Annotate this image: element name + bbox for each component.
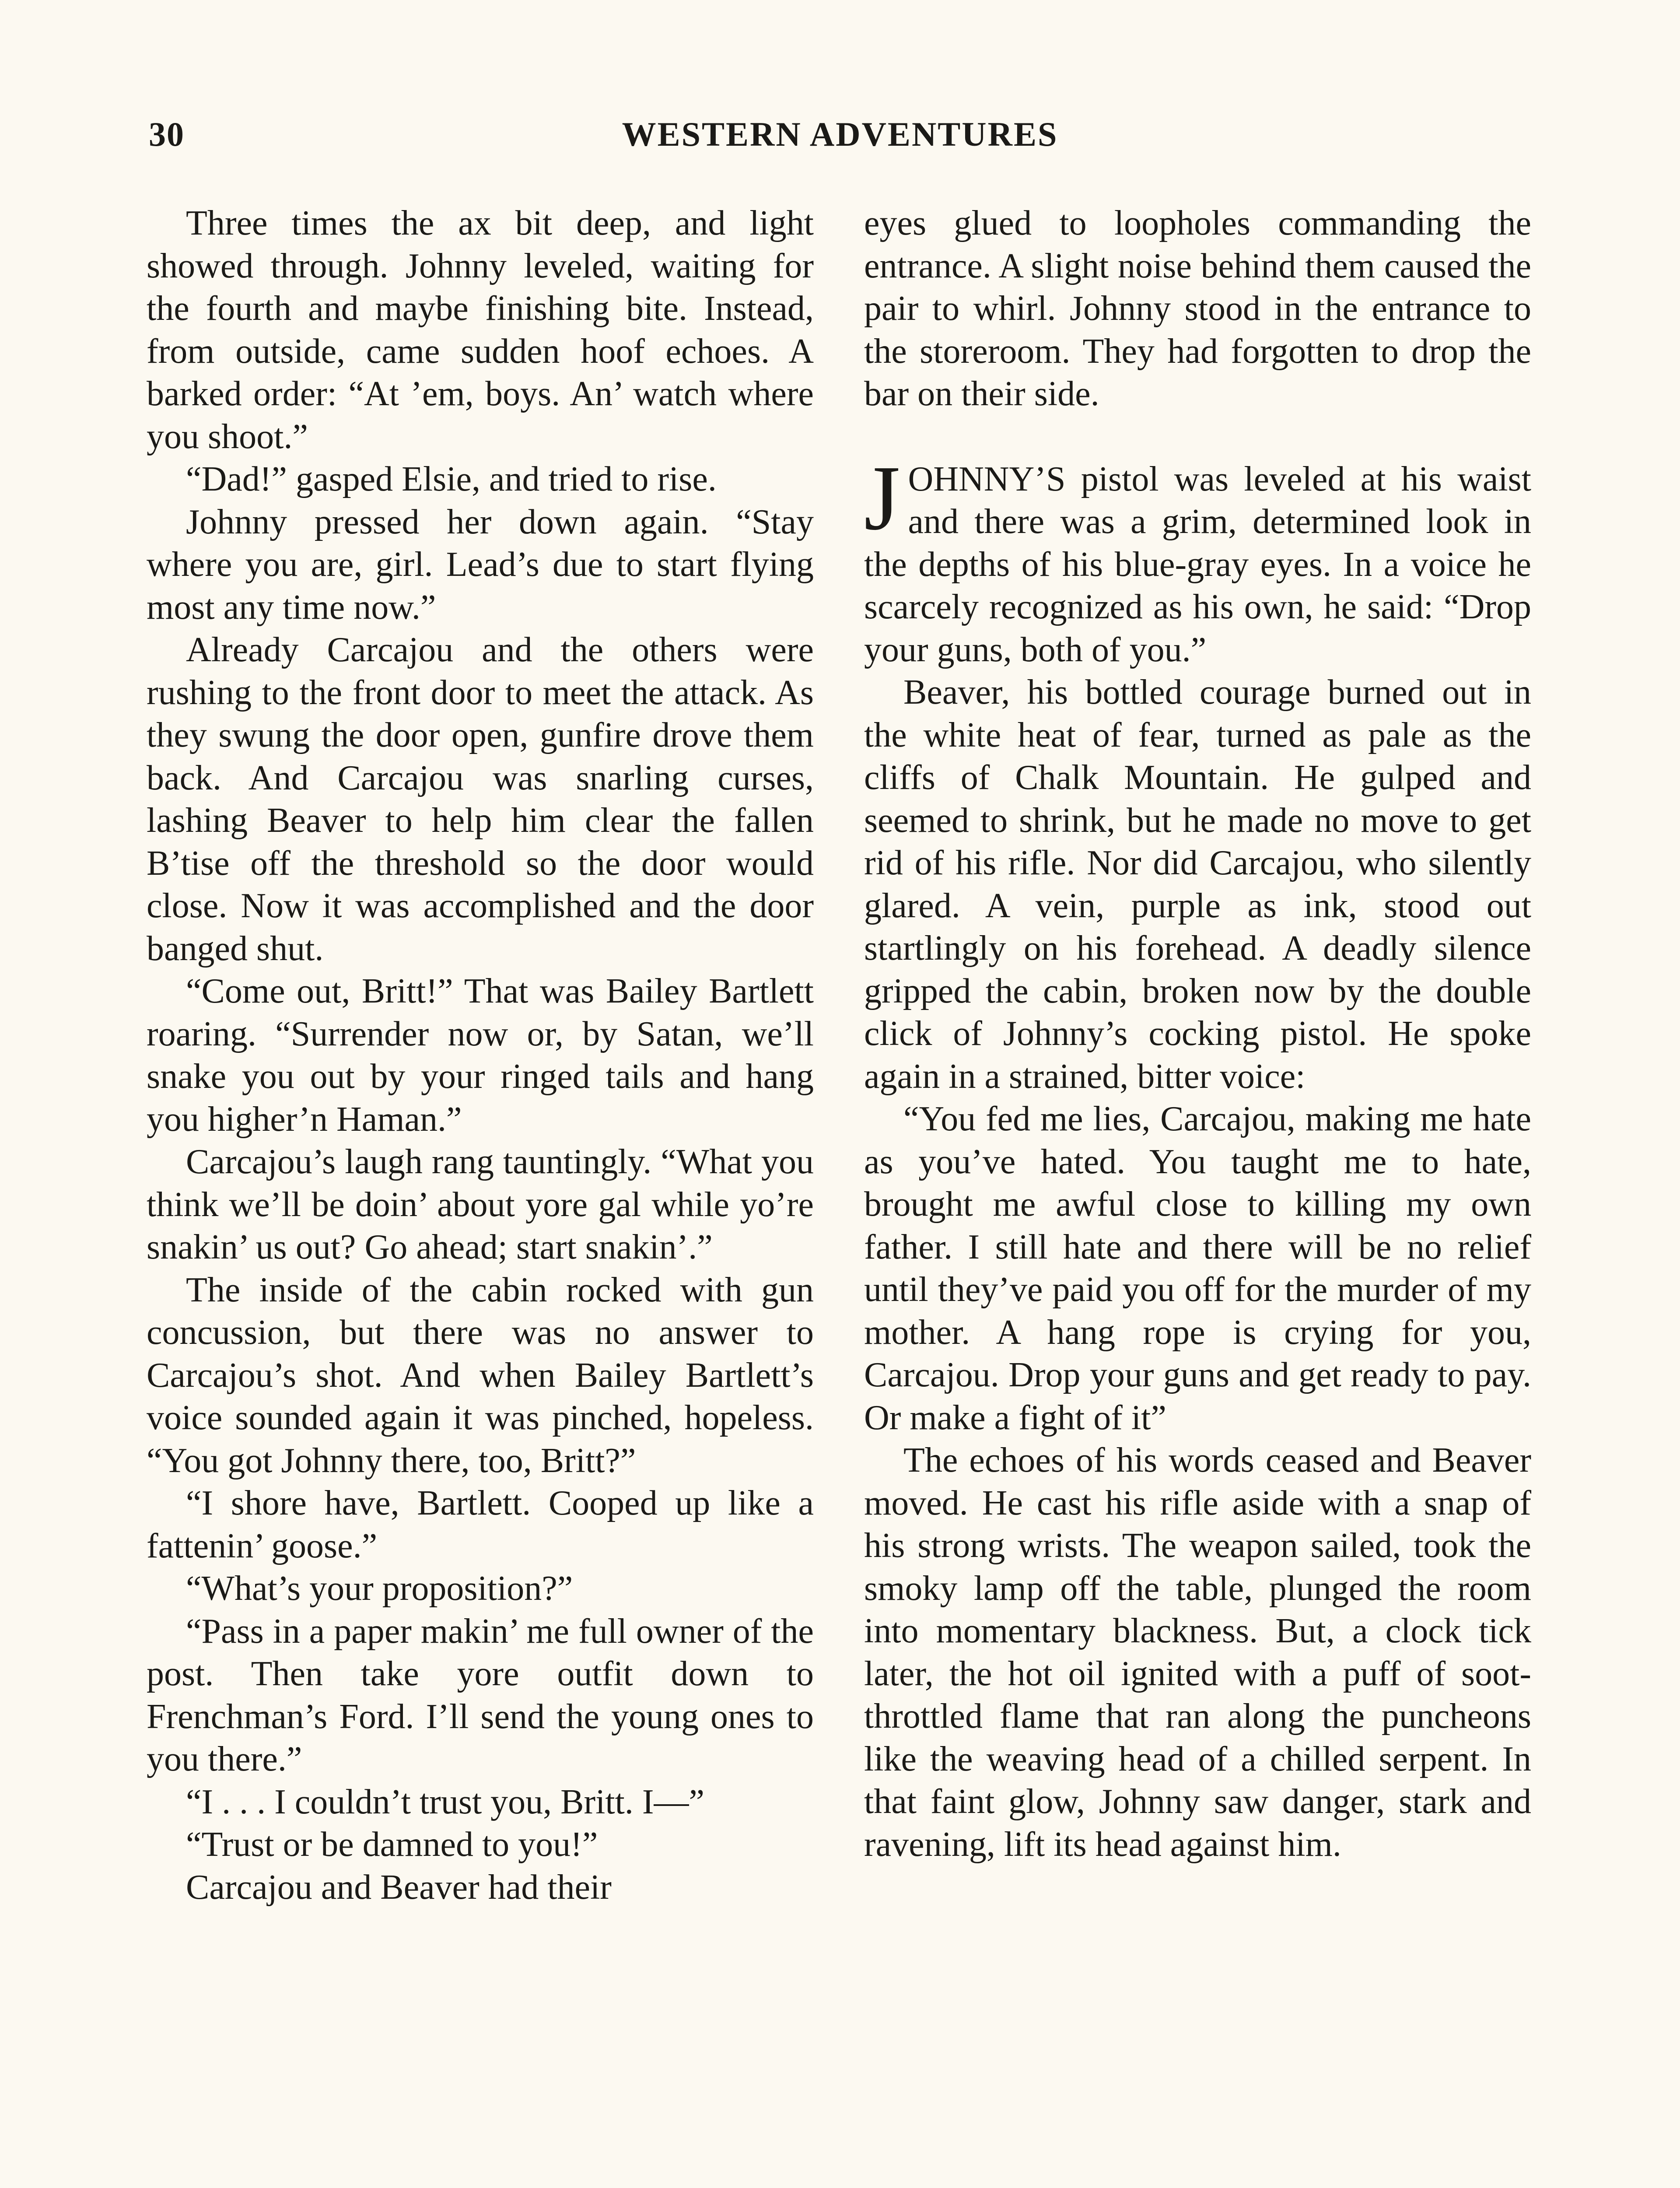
paragraph: Beaver, his bottled courage burned out in the white heat of fear, turned as pale as the cliffs of Chalk Mountain. He gulped and seemed to shrink, but he made no move to get rid of his rifle. Nor did Carcajou, who silently glared. A vein, purple as ink, stood out startlingly on his forehead. A deadly silence gripped the cabin, broken now by the double click of Johnny’s cocking pistol. He spoke again in a strained, bitter voice: (864, 673, 1531, 1096)
paragraph: Carcajou and Beaver had their (186, 1868, 612, 1907)
paragraph: The echoes of his words ceased and Beaver moved. He cast his rifle aside with a snap of his strong wrists. The weapon sailed, took the smoky lamp off the table, plunged the room into momentary blackness. But, a clock tick later, the hot oil ignited with a puff of soot-throttled flame that ran along the puncheons like the weaving head of a chilled serpent. In that faint glow, Johnny saw danger, stark and ravening, lift its head against him. (864, 1441, 1531, 1864)
running-head (149, 115, 1531, 163)
paragraph: The inside of the cabin rocked with gun concussion, but there was no answer to Carcajou’s shot. And when Bailey Bartlett’s voice sounded again it was pinched, hopeless. “You got Johnny there, too, Britt?” (147, 1270, 814, 1480)
section-opening-text: OHNNY’S pistol was leveled at his waist and there was a grim, determined look in the depths of his blue-gray eyes. In a voice he scarcely recognized as his own, he said: “Drop your guns, both of you.” (864, 459, 1531, 669)
section-break (864, 416, 1531, 458)
left-column (147, 202, 814, 1909)
section-opening-paragraph (864, 446, 1531, 672)
paragraph: “Dad!” gasped Elsie, and tried to rise. (186, 460, 717, 498)
paragraph: Johnny pressed her down again. “Stay where you are, girl. Lead’s due to start flying most any time now.” (147, 502, 814, 627)
page-number: 30 (149, 115, 185, 153)
paragraph: Already Carcajou and the others were rushing to the front door to meet the attack. As they swung the door open, gunfire drove them back. And Carcajou was snarling curses, lashing Beaver to help him clear the fallen B’tise off the threshold so the door would close. Now it was accomplished and the door banged shut. (147, 631, 814, 968)
paragraph: “Pass in a paper makin’ me full owner of the post. Then take yore outfit down to Frenchman’s Ford. I’ll send the young ones to you there.” (147, 1612, 814, 1778)
drop-cap: J (864, 446, 900, 549)
paragraph: “What’s your proposition?” (186, 1569, 573, 1608)
paragraph: “Trust or be damned to you!” (186, 1825, 598, 1864)
running-title: WESTERN ADVENTURES (622, 115, 1058, 153)
paragraph: “I shore have, Bartlett. Cooped up like a fattenin’ goose.” (147, 1484, 814, 1565)
paragraph: Carcajou’s laugh rang tauntingly. “What you think we’ll be doin’ about yore gal while yo’re snakin’ us out? Go ahead; start snakin’.” (147, 1143, 814, 1266)
paragraph: “Come out, Britt!” That was Bailey Bartlett roaring. “Surrender now or, by Satan, we’ll snake you out by your ringed tails and hang you higher’n Haman.” (147, 972, 814, 1139)
paragraph: “I . . . I couldn’t trust you, Britt. I—” (186, 1782, 704, 1821)
paragraph: “You fed me lies, Carcajou, making me hate as you’ve hated. You taught me to hate, brought me awful close to killing my own father. I still hate and there will be no relief until they’ve paid you off for the murder of my mother. A hang rope is crying for you, Carcajou. Drop your guns and get ready to pay. Or make a fight of it” (864, 1100, 1531, 1437)
paragraph: Three times the ax bit deep, and light showed through. Johnny leveled, waiting for the fourth and maybe finishing bite. Instead, from outside, came sudden hoof echoes. A barked order: “At ’em, boys. An’ watch where you shoot.” (147, 204, 814, 456)
continued-paragraph: eyes glued to loopholes commanding the entrance. A slight noise behind them caused the pair to whirl. Johnny stood in the entrance to the storeroom. They had forgotten to drop the bar on their side. (864, 204, 1531, 413)
right-column (864, 202, 1531, 1866)
